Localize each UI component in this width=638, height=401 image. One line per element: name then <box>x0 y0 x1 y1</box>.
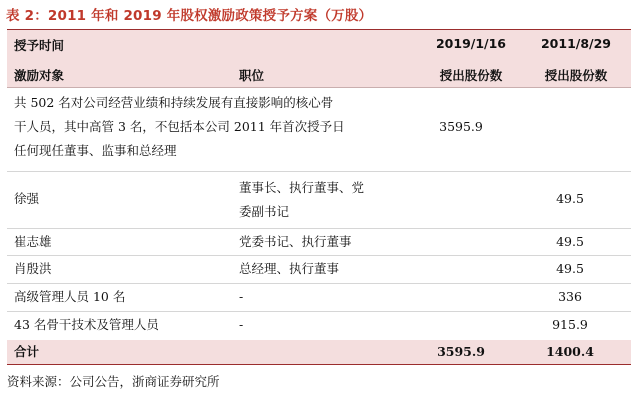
row-position-line: 委副书记 <box>239 204 290 219</box>
header-position: 职位 <box>239 68 265 83</box>
row-target-line: 任何现任董事、监事和总经理 <box>14 143 177 158</box>
row-position-line: 董事长、执行董事、党 <box>239 180 365 195</box>
row-target-line: 43 名骨干技术及管理人员 <box>14 317 159 332</box>
row-position-line: 党委书记、执行董事 <box>239 234 352 249</box>
header-date-2011: 2011/8/29 <box>540 36 611 51</box>
table-bottom-rule <box>7 364 631 365</box>
total-shares-2011: 1400.4 <box>546 344 594 359</box>
row-shares-2019: 3595.9 <box>439 119 483 134</box>
header-date-2019: 2019/1/16 <box>435 36 506 51</box>
row-position-line: 总经理、执行董事 <box>239 261 340 276</box>
row-target-line: 崔志雄 <box>14 234 52 249</box>
row-target-line: 干人员，其中高管 3 名，不包括本公司 2011 年首次授予日 <box>14 119 345 134</box>
row-shares-2011: 336 <box>558 289 582 304</box>
row-target-line: 共 502 名对公司经营业绩和持续发展有直接影响的核心骨 <box>14 95 334 110</box>
source-note: 资料来源：公司公告，浙商证券研究所 <box>7 374 220 389</box>
header-shares-2019: 授出股份数 <box>439 68 503 83</box>
header-target: 激励对象 <box>14 68 65 83</box>
header-grant-time: 授予时间 <box>14 38 65 53</box>
row-position-line: - <box>239 289 244 304</box>
row-shares-2011: 49.5 <box>556 191 584 206</box>
row-shares-2011: 915.9 <box>552 317 588 332</box>
row-shares-2011: 49.5 <box>556 234 584 249</box>
row-divider <box>7 255 631 256</box>
row-divider <box>7 311 631 312</box>
row-position-line: - <box>239 317 244 332</box>
total-shares-2019: 3595.9 <box>437 344 485 359</box>
row-target-line: 肖殷洪 <box>14 261 52 276</box>
row-divider <box>7 228 631 229</box>
header-bottom-rule <box>7 87 631 88</box>
row-target-line: 高级管理人员 10 名 <box>14 289 126 304</box>
total-label: 合计 <box>14 344 40 359</box>
header-shares-2011: 授出股份数 <box>544 68 608 83</box>
row-target-line: 徐强 <box>14 191 40 206</box>
row-shares-2011: 49.5 <box>556 261 584 276</box>
row-divider <box>7 171 631 172</box>
row-divider <box>7 283 631 284</box>
table-title: 表 2：2011 年和 2019 年股权激励政策授予方案（万股） <box>6 8 373 24</box>
